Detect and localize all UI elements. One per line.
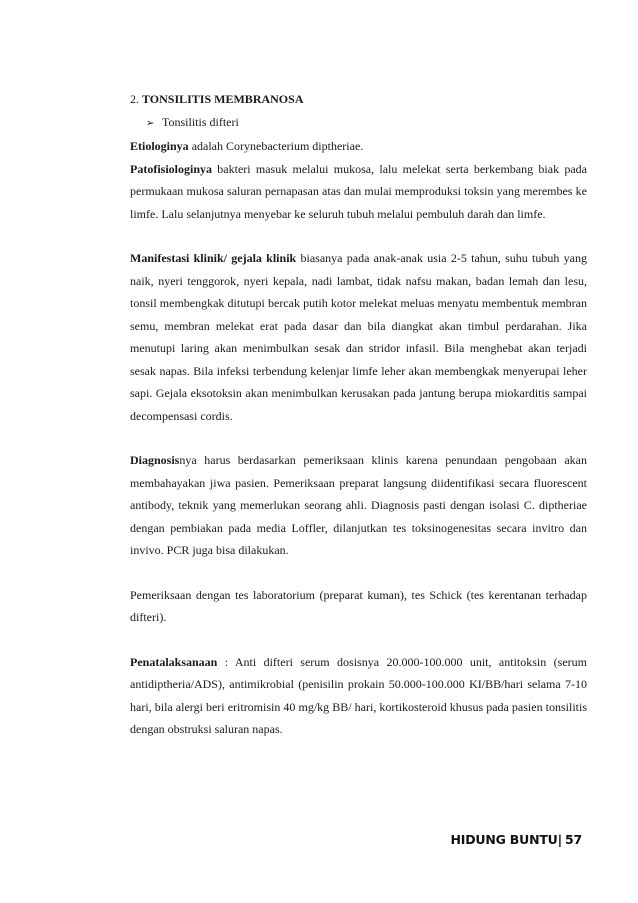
pemeriksaan-text: Pemeriksaan dengan tes laboratorium (preparat kuman), tes Schick (tes kerentanan terhadap difteri). bbox=[130, 587, 587, 624]
penatalaksanaan-paragraph bbox=[130, 651, 587, 741]
etiologi-term: Etiologinya bbox=[130, 139, 189, 153]
penatalaksanaan-term: Penatalaksanaan bbox=[130, 654, 218, 669]
pemeriksaan-paragraph bbox=[130, 584, 587, 629]
page-content bbox=[130, 88, 587, 741]
section-heading bbox=[130, 88, 587, 111]
patofisiologi-paragraph bbox=[130, 158, 587, 226]
penatalaksanaan-text: : Anti difteri serum dosisnya 20.000-100.000 unit, antitoksin (serum antidiptheria/ADS), antimikrobial (penisilin prokain 50.000-100.000 KI/BB/hari selama 7-10 hari, bila alergi beri eritromisin 40 mg/kg BB/ hari, kortikosteroid khusus pada pasien tonsilitis dengan obstruksi saluran napas. bbox=[130, 654, 587, 736]
page-number: 57 bbox=[565, 832, 582, 847]
bullet-item bbox=[146, 111, 587, 136]
manifestasi-term: Manifestasi klinik/ gejala klinik bbox=[130, 251, 297, 265]
patofisiologi-term: Patofisiologinya bbox=[130, 161, 213, 176]
diagnosis-term: Diagnosis bbox=[130, 453, 180, 467]
section-title: TONSILITIS MEMBRANOSA bbox=[142, 92, 304, 106]
arrow-bullet-icon: ➢ bbox=[146, 117, 155, 129]
diagnosis-text: nya harus berdasarkan pemeriksaan klinis karena penundaan pengobaan akan membahayakan jiwa pasien. Pemeriksaan preparat langsung diidentifikasi secara fluorescent antibody, teknik yang memerlukan seorang ahli. Diagnosis pasti dengan isolasi C. diptheriae dengan pembiakan pada media Loffler, dilanjutkan tes toksinogenesitas secara invitro dan invivo. PCR juga bisa dilakukan. bbox=[130, 453, 587, 557]
footer-title: HIDUNG BUNTU bbox=[450, 832, 558, 847]
page-footer bbox=[450, 832, 582, 847]
bullet-text: Tonsilitis difteri bbox=[162, 114, 239, 129]
footer-separator: | bbox=[557, 832, 562, 847]
diagnosis-paragraph bbox=[130, 449, 587, 562]
manifestasi-text: biasanya pada anak-anak usia 2-5 tahun, suhu tubuh yang naik, nyeri tenggorok, nyeri kepala, nadi lambat, tidak nafsu makan, badan lemah dan lesu, tonsil membengkak ditutupi bercak putih kotor melekat meluas menyatu membentuk membran semu, membran melekat erat pada dasar dan bila diangkat akan timbul perdarahan. Jika menutupi laring akan menimbulkan sesak dan stridor infasil. Bila menghebat akan terjadi sesak napas. Bila infeksi terbendung kelenjar limfe leher akan membengkak menyerupai leher sapi. Gejala eksotoksin akan menimbulkan kerusakan pada jantung berupa miokarditis sampai decompensasi cordis. bbox=[130, 251, 587, 423]
manifestasi-paragraph bbox=[130, 247, 587, 427]
patofisiologi-text: bakteri masuk melalui mukosa, lalu melekat serta berkembang biak pada permukaan mukosa saluran pernapasan atas dan mulai memproduksi toksin yang merembes ke limfe. Lalu selanjutnya menyebar ke seluruh tubuh melalui pembuluh darah dan limfe. bbox=[130, 161, 587, 221]
etiologi-text: adalah Corynebacterium diptheriae. bbox=[188, 139, 364, 153]
etiologi-paragraph bbox=[130, 135, 587, 158]
section-number: 2. bbox=[130, 92, 139, 106]
